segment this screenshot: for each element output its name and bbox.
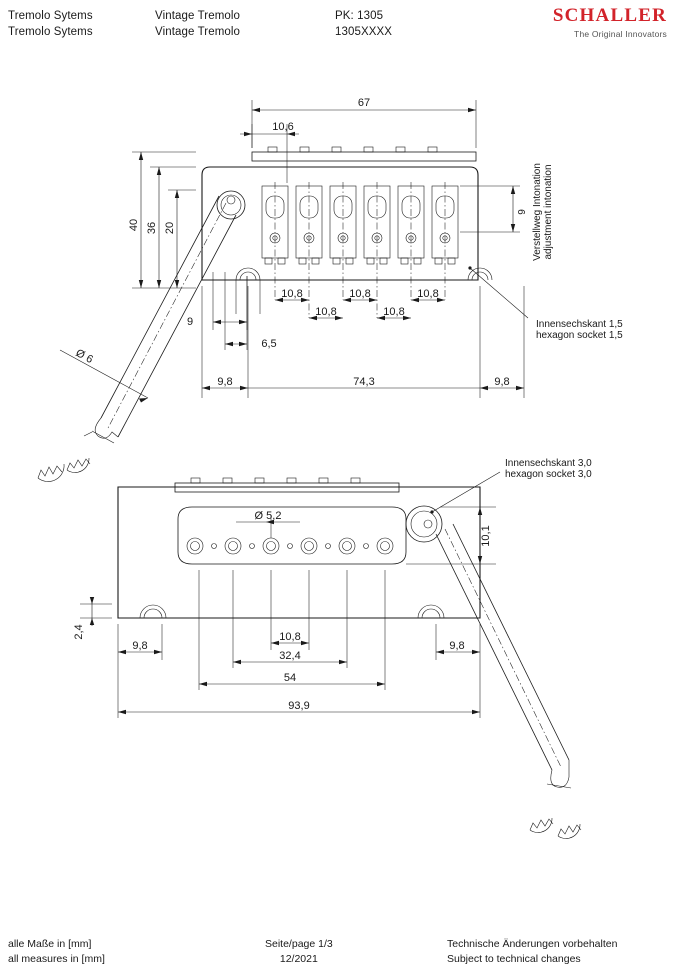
footer-left-line1: alle Maße in [mm] xyxy=(8,938,92,950)
dim-bottom-chain xyxy=(118,570,480,718)
view-top xyxy=(38,97,623,482)
svg-text:74,3: 74,3 xyxy=(353,376,375,388)
svg-text:Innensechskant 3,0: Innensechskant 3,0 xyxy=(505,458,592,469)
svg-text:Innensechskant 1,5: Innensechskant 1,5 xyxy=(536,319,623,330)
svg-text:9,8: 9,8 xyxy=(217,376,233,388)
footer-date: 12/2021 xyxy=(279,953,318,965)
header-col2-line2: Vintage Tremolo xyxy=(155,26,241,38)
break-symbol-bottom xyxy=(530,818,553,833)
svg-text:10,6: 10,6 xyxy=(272,121,294,133)
svg-text:Ø 6: Ø 6 xyxy=(73,347,95,366)
svg-text:9,8: 9,8 xyxy=(494,376,510,388)
break-symbol-top-2 xyxy=(67,458,90,473)
footer-right-line2: Subject to technical changes xyxy=(447,953,581,965)
dim-9-arm-offset xyxy=(187,272,247,330)
svg-text:adjustment intonation: adjustment intonation xyxy=(543,164,554,260)
header-col1-line2: Tremolo Sytems xyxy=(8,26,93,38)
sheet-footer xyxy=(0,932,675,979)
svg-text:32,4: 32,4 xyxy=(279,650,301,662)
footer-page-number: Seite/page 1/3 xyxy=(265,938,333,950)
svg-text:67: 67 xyxy=(357,97,371,109)
header-col3-line2: 1305XXXX xyxy=(335,26,393,38)
svg-text:10,8: 10,8 xyxy=(281,288,303,300)
dim-bottom-row-top-view xyxy=(202,286,524,398)
svg-text:Verstellweg Intonation: Verstellweg Intonation xyxy=(532,163,543,261)
svg-text:hexagon socket 3,0: hexagon socket 3,0 xyxy=(505,469,592,480)
svg-text:9,8: 9,8 xyxy=(449,640,465,652)
schaller-logo: SCHALLER xyxy=(552,5,667,26)
header-col1-line1: Tremolo Sytems xyxy=(8,10,93,22)
dim-2-4 xyxy=(73,597,112,640)
dim-spacing-top xyxy=(275,288,445,320)
dim-arm-diameter xyxy=(60,347,148,402)
dim-6-5 xyxy=(225,272,277,350)
svg-text:54: 54 xyxy=(283,672,297,684)
svg-text:93,9: 93,9 xyxy=(288,700,310,712)
svg-text:10,8: 10,8 xyxy=(383,306,405,318)
svg-text:Ø 5,2: Ø 5,2 xyxy=(254,510,282,522)
svg-text:20: 20 xyxy=(164,221,176,235)
dim-20 xyxy=(164,190,196,288)
string-holes xyxy=(187,538,393,554)
svg-text:36: 36 xyxy=(146,221,158,235)
dim-hole-diameter xyxy=(236,510,300,538)
svg-text:10,8: 10,8 xyxy=(349,288,371,300)
dim-40 xyxy=(128,152,196,288)
view-bottom xyxy=(73,458,592,839)
svg-text:10,8: 10,8 xyxy=(417,288,439,300)
brand-tagline: The Original Innovators xyxy=(574,29,667,39)
svg-text:hexagon socket 1,5: hexagon socket 1,5 xyxy=(536,330,623,341)
svg-text:2,4: 2,4 xyxy=(73,624,85,640)
svg-text:9: 9 xyxy=(186,316,194,328)
tremolo-arm-bottom xyxy=(436,524,571,788)
break-symbol-top xyxy=(38,464,64,482)
footer-left-line2: all measures in [mm] xyxy=(8,953,105,965)
footer-center xyxy=(265,938,333,965)
annotation-intonation-travel xyxy=(460,163,554,261)
footer-right-line1: Technische Änderungen vorbehalten xyxy=(447,938,618,950)
svg-text:9,8: 9,8 xyxy=(132,640,148,652)
svg-text:10,8: 10,8 xyxy=(279,631,301,643)
svg-text:9: 9 xyxy=(517,209,528,215)
svg-text:6,5: 6,5 xyxy=(261,338,277,350)
header-col2-line1: Vintage Tremolo xyxy=(155,10,241,22)
break-symbol-bottom-2 xyxy=(558,824,581,839)
header-col3-line1: PK: 1305 xyxy=(335,10,384,22)
annotation-hexagon-socket-3-0 xyxy=(430,458,592,514)
footer-left xyxy=(8,938,105,965)
svg-text:40: 40 xyxy=(128,218,140,232)
footer-right xyxy=(447,938,617,965)
svg-text:10,8: 10,8 xyxy=(315,306,337,318)
svg-text:10,1: 10,1 xyxy=(480,525,492,547)
dim-10-1 xyxy=(406,507,496,564)
